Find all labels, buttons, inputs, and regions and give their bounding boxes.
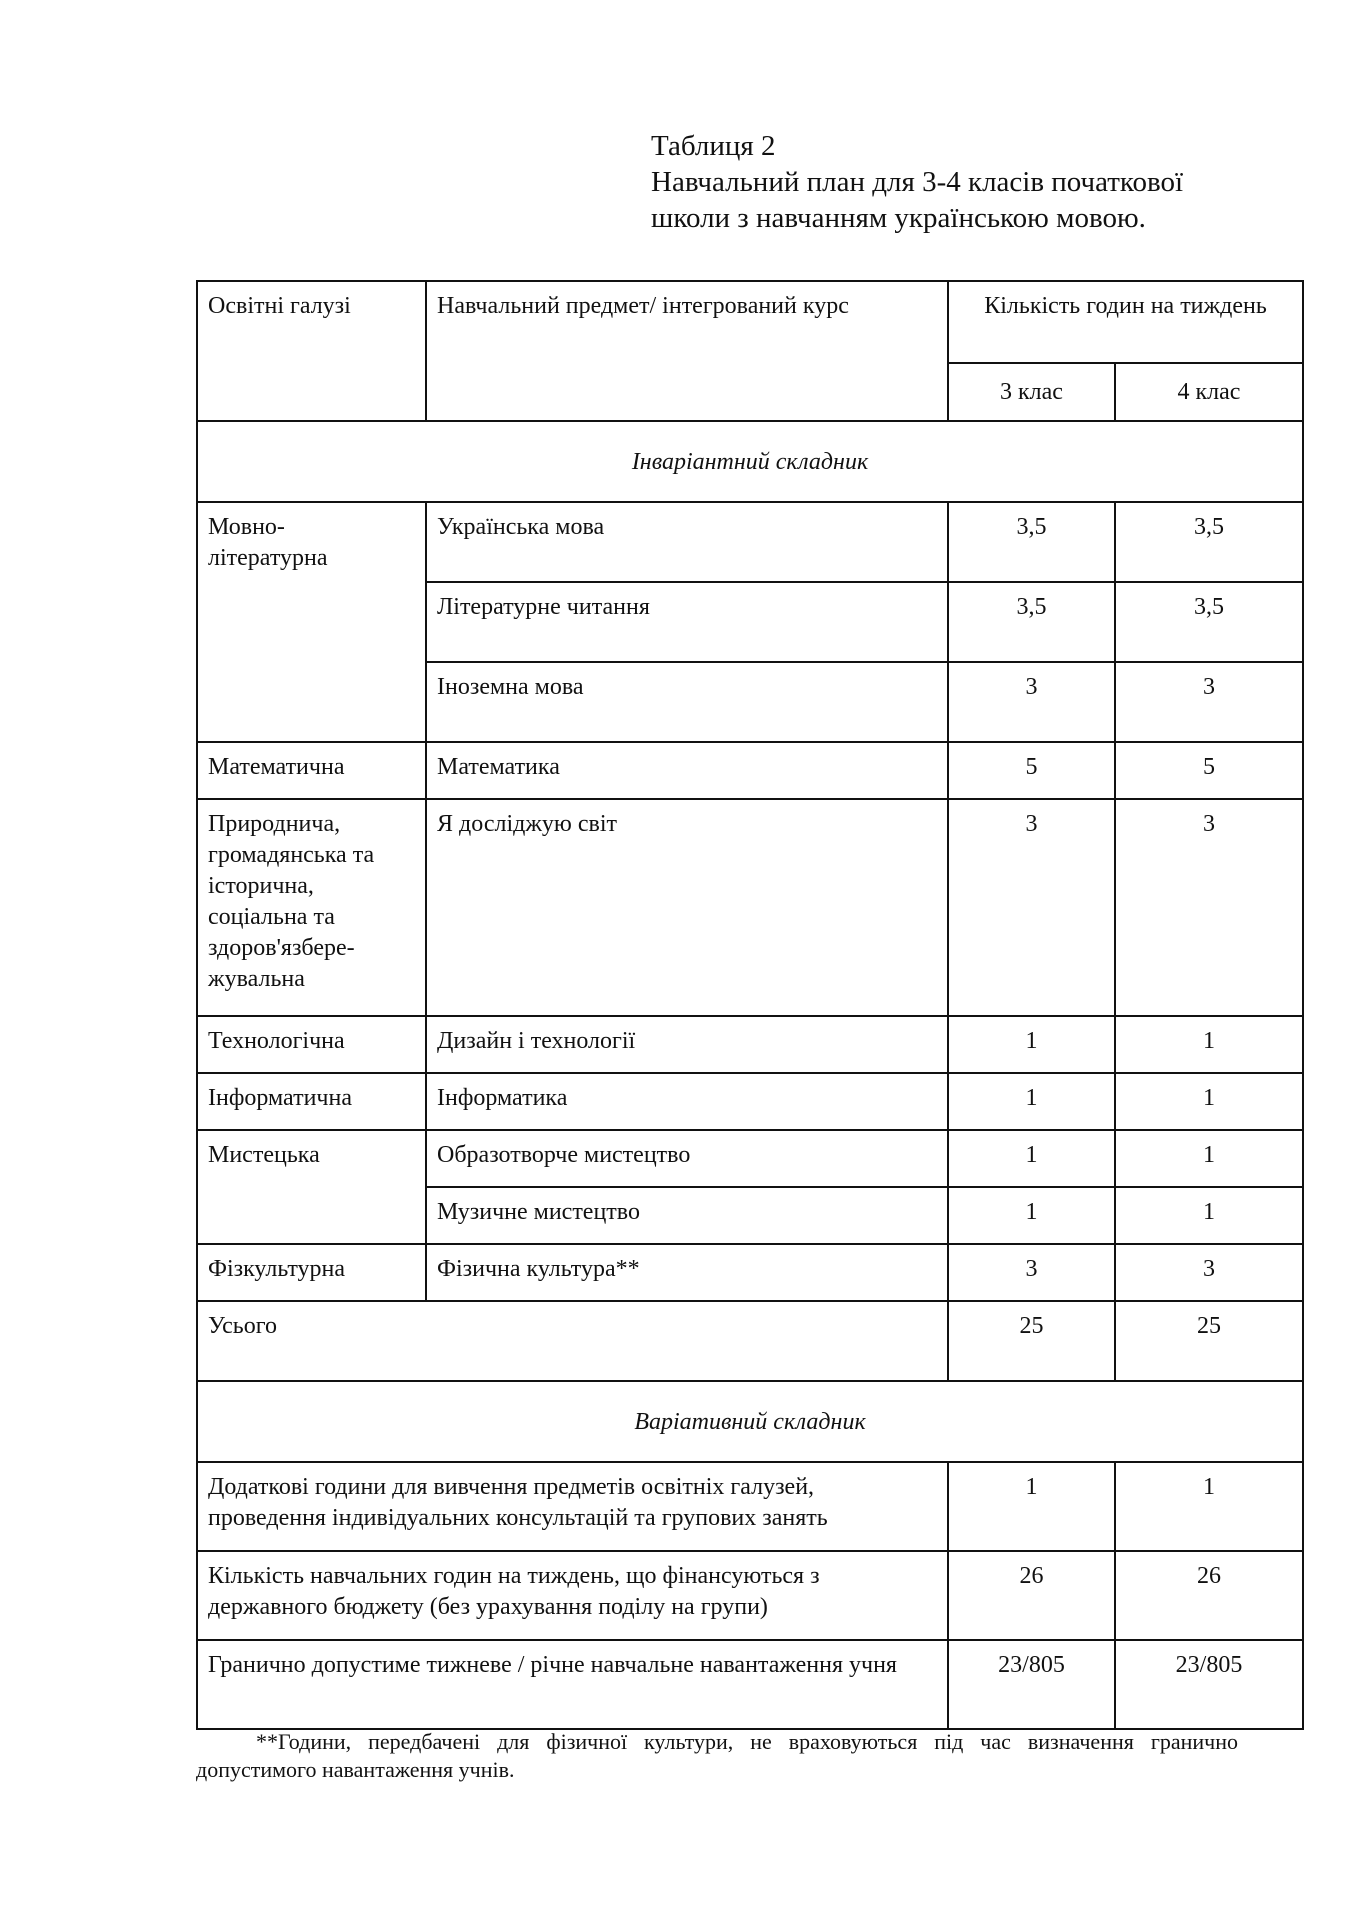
footnote-text: **Години, передбачені для фізичної культури, не враховуються під час визначення гранично допустимого навантаження учнів.	[196, 1729, 1238, 1782]
grade3-cell: 3	[948, 662, 1115, 742]
grade3-cell: 1	[948, 1187, 1115, 1244]
grade4-cell: 26	[1115, 1551, 1303, 1640]
grade3-cell: 1	[948, 1073, 1115, 1130]
table-row	[197, 1551, 1303, 1640]
grade4-cell: 3	[1115, 799, 1303, 1016]
table-row	[197, 1244, 1303, 1301]
grade4-cell: 3	[1115, 1244, 1303, 1301]
table-title-line-1: Навчальний план для 3-4 класів початкової	[651, 166, 1184, 198]
subject-cell: Музичне мистецтво	[426, 1187, 948, 1244]
subject-cell: Українська мова	[426, 502, 948, 582]
grade3-cell: 3,5	[948, 502, 1115, 582]
subject-cell: Інформатика	[426, 1073, 948, 1130]
grade4-cell: 3,5	[1115, 502, 1303, 582]
grade3-cell: 1	[948, 1016, 1115, 1073]
grade3-cell: 3	[948, 1244, 1115, 1301]
table-row	[197, 1130, 1303, 1187]
extra-label: Гранично допустиме тижневе / річне навчальне навантаження учня	[197, 1640, 948, 1729]
table-row	[197, 1640, 1303, 1729]
table-title-line-2: школи з навчанням українською мовою.	[651, 202, 1146, 234]
header-subject: Навчальний предмет/ інтегрований курс	[426, 281, 948, 421]
section-row-invariant	[197, 421, 1303, 502]
section-invariant: Інваріантний складник	[197, 421, 1303, 502]
curriculum-table	[196, 280, 1304, 1730]
extra-label: Кількість навчальних годин на тиждень, що фінансуються з державного бюджету (без урахування поділу на групи)	[197, 1551, 948, 1640]
grade4-cell: 1	[1115, 1130, 1303, 1187]
subject-cell: Фізична культура**	[426, 1244, 948, 1301]
grade3-cell: 26	[948, 1551, 1115, 1640]
subject-cell: Я досліджую світ	[426, 799, 948, 1016]
grade3-cell: 5	[948, 742, 1115, 799]
table-row	[197, 502, 1303, 582]
total-grade3: 25	[948, 1301, 1115, 1381]
header-grade-4: 4 клас	[1115, 363, 1303, 421]
branch-cell: Технологічна	[197, 1016, 426, 1073]
branch-cell: Інформатична	[197, 1073, 426, 1130]
grade3-cell: 3	[948, 799, 1115, 1016]
total-label: Усього	[197, 1301, 948, 1381]
grade4-cell: 3,5	[1115, 582, 1303, 662]
table-row	[197, 1462, 1303, 1551]
table-row	[197, 799, 1303, 1016]
table-row	[197, 742, 1303, 799]
section-variative: Варіативний складник	[197, 1381, 1303, 1462]
total-grade4: 25	[1115, 1301, 1303, 1381]
section-row-variative	[197, 1381, 1303, 1462]
table-caption	[651, 128, 1311, 236]
grade4-cell: 5	[1115, 742, 1303, 799]
header-grade-3: 3 клас	[948, 363, 1115, 421]
header-hours: Кількість годин на тиждень	[948, 281, 1303, 363]
grade4-cell: 1	[1115, 1073, 1303, 1130]
branch-cell: Мовно- літературна	[197, 502, 426, 742]
total-row	[197, 1301, 1303, 1381]
subject-cell: Літературне читання	[426, 582, 948, 662]
grade3-cell: 23/805	[948, 1640, 1115, 1729]
branch-cell: Фізкультурна	[197, 1244, 426, 1301]
extra-label: Додаткові години для вивчення предметів освітніх галузей, проведення індивідуальних консультацій та групових занять	[197, 1462, 948, 1551]
header-branch: Освітні галузі	[197, 281, 426, 421]
grade4-cell: 1	[1115, 1187, 1303, 1244]
subject-cell: Дизайн і технології	[426, 1016, 948, 1073]
subject-cell: Математика	[426, 742, 948, 799]
branch-cell: Математична	[197, 742, 426, 799]
subject-cell: Іноземна мова	[426, 662, 948, 742]
grade3-cell: 1	[948, 1130, 1115, 1187]
table-number: Таблиця 2	[651, 130, 776, 162]
grade4-cell: 1	[1115, 1016, 1303, 1073]
footnote	[196, 1728, 1238, 1784]
grade3-cell: 1	[948, 1462, 1115, 1551]
table-row	[197, 1073, 1303, 1130]
branch-cell: Мистецька	[197, 1130, 426, 1244]
grade4-cell: 1	[1115, 1462, 1303, 1551]
branch-cell: Природнича, громадянська та історична, соціальна та здоров'язбере-жувальна	[197, 799, 426, 1016]
grade4-cell: 23/805	[1115, 1640, 1303, 1729]
table-row	[197, 1016, 1303, 1073]
grade3-cell: 3,5	[948, 582, 1115, 662]
header-row	[197, 281, 1303, 363]
grade4-cell: 3	[1115, 662, 1303, 742]
subject-cell: Образотворче мистецтво	[426, 1130, 948, 1187]
